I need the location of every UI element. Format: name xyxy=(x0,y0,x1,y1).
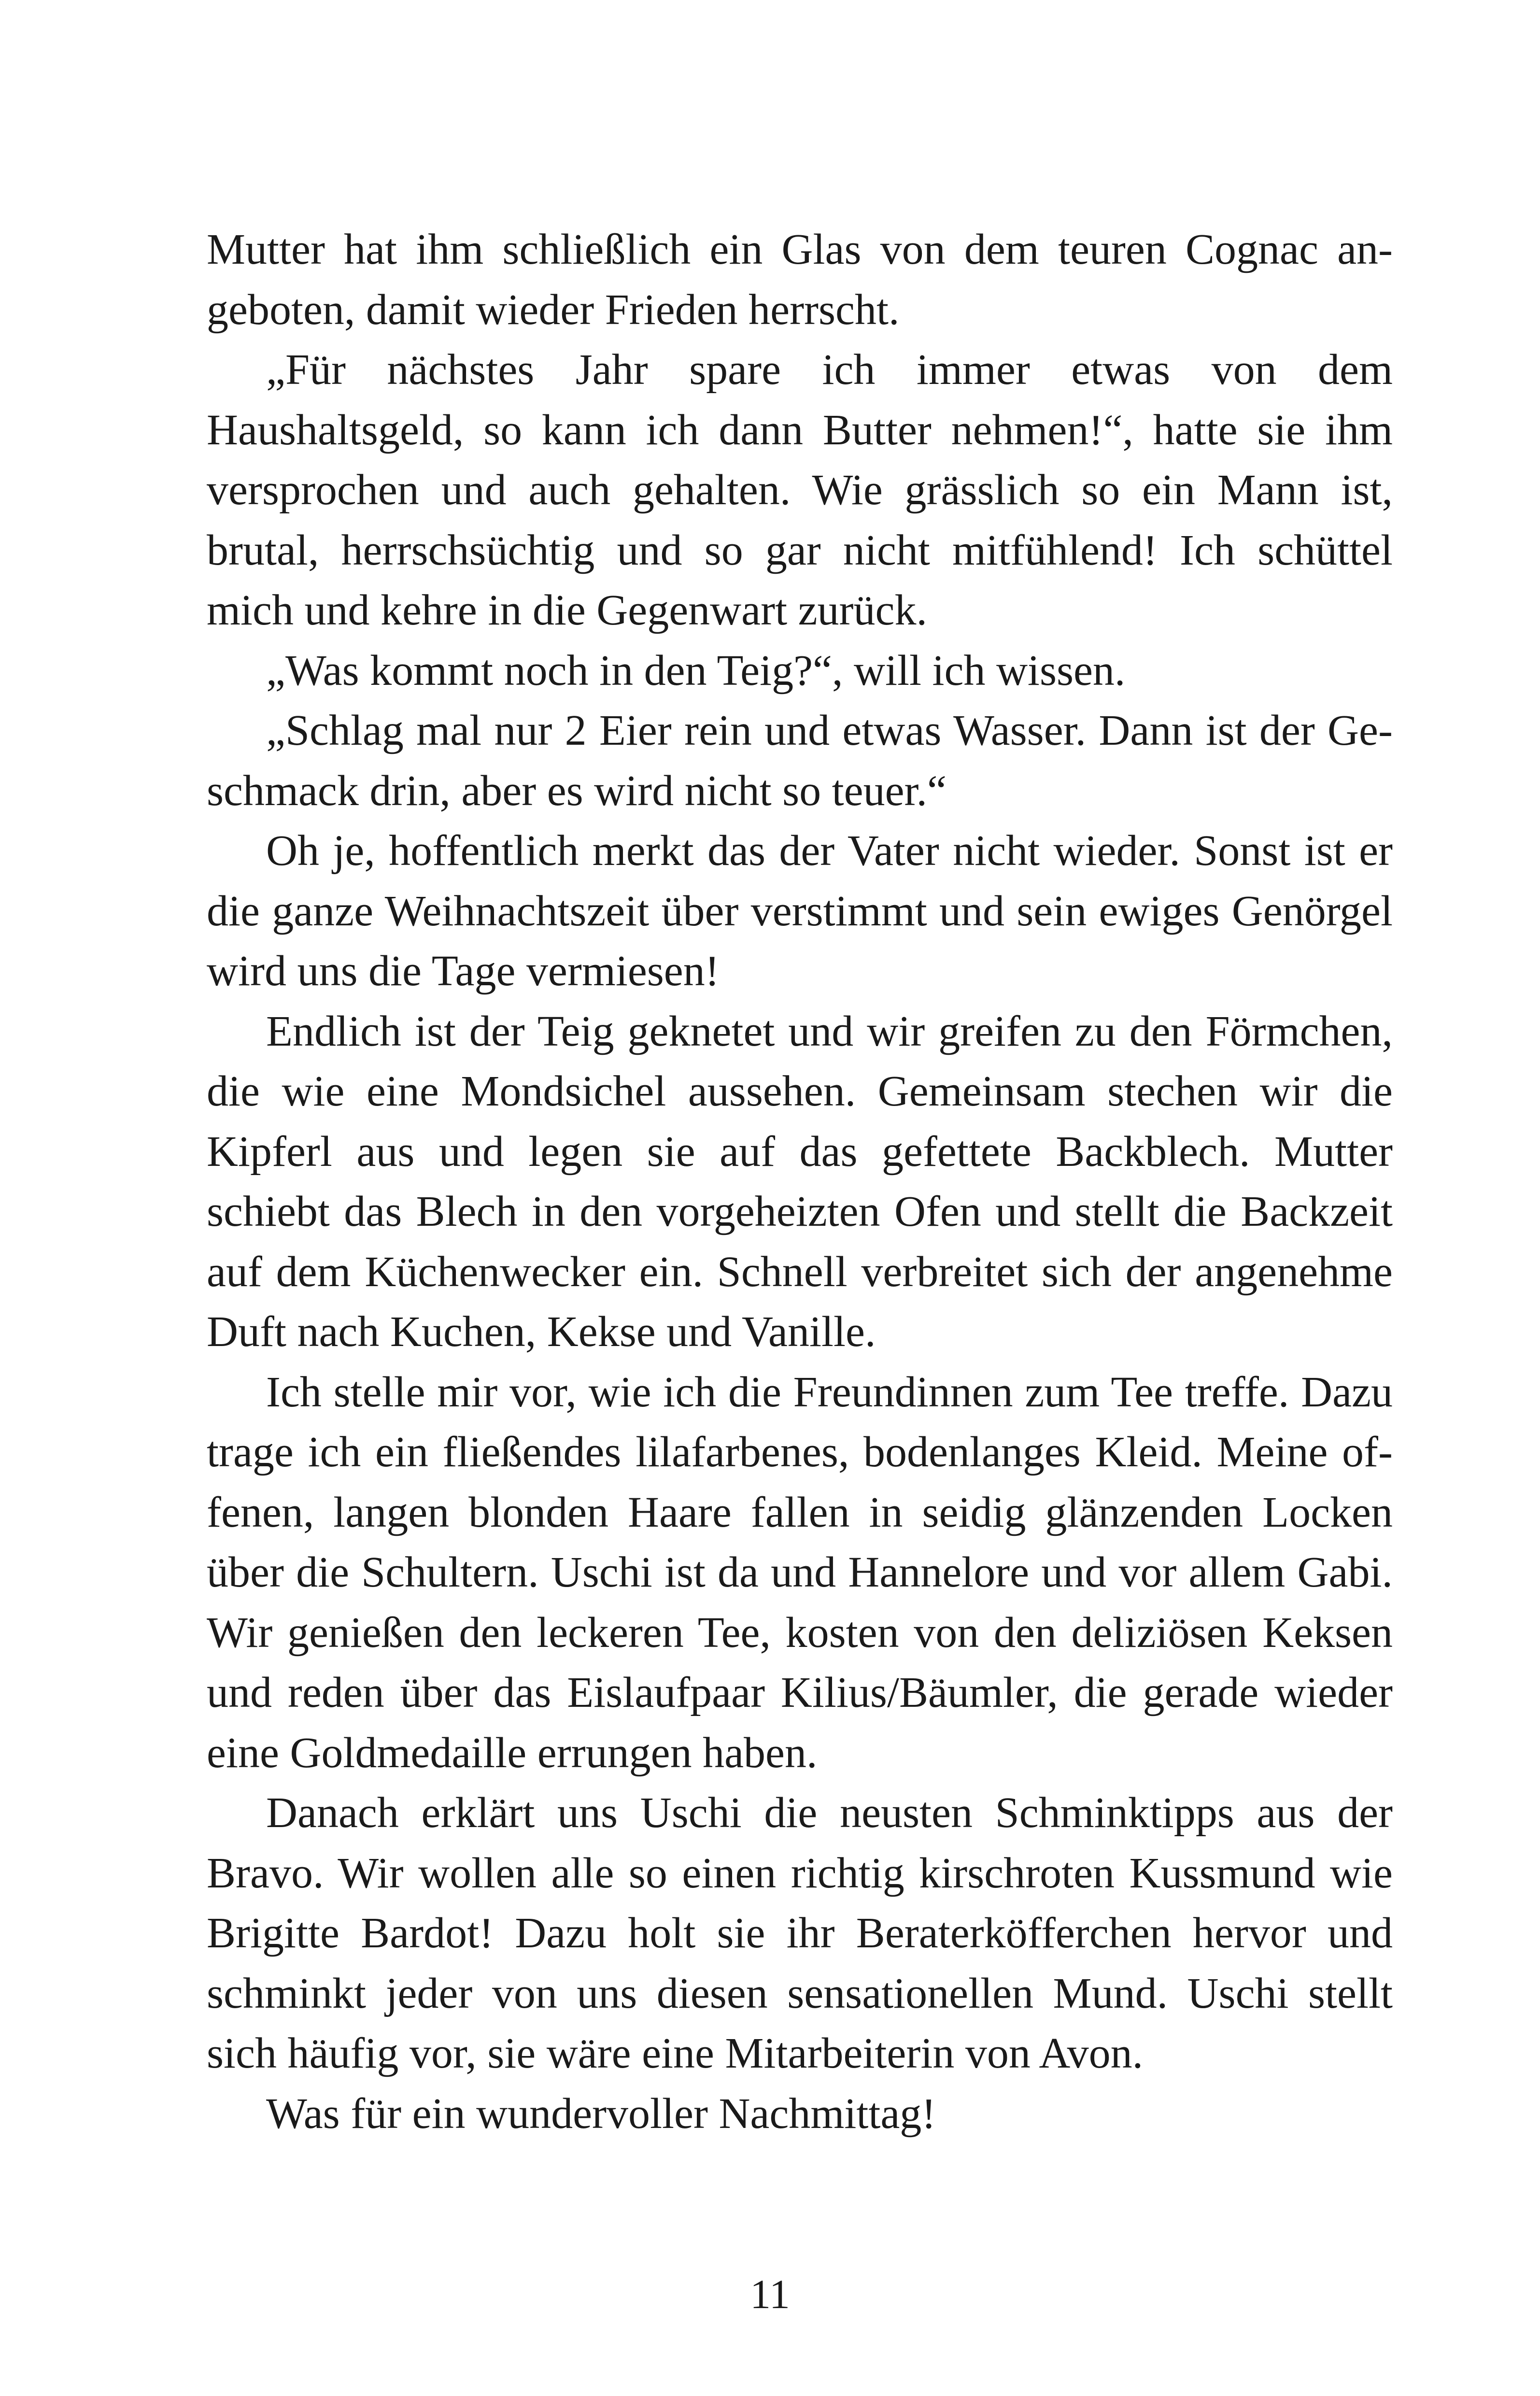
paragraph: „Schlag mal nur 2 Eier rein und etwas Wasser. Dann ist der Geschmack drin, aber es wird nicht so teuer.“ xyxy=(207,707,1393,815)
paragraph: Mutter hat ihm schließlich ein Glas von dem teuren Cognac angeboten, damit wieder Frieden herrscht. xyxy=(207,226,1393,334)
paragraph: Ich stelle mir vor, wie ich die Freundinnen zum Tee treffe. Dazu trage ich ein fließendes lilafarbenes, bodenlanges Kleid. Meine offenen, langen blonden Haare fallen in seidig glänzenden Locken über die Schultern. Uschi ist da und Hannelore und vor allem Gabi. Wir genießen den leckeren Tee, kosten von den deliziösen Keksen und reden über das Eislaufpaar Kilius/Bäumler, die gerade wieder eine Goldmedaille errungen haben. xyxy=(207,1368,1393,1777)
paragraph: „Was kommt noch in den Teig?“, will ich wissen. xyxy=(266,646,1126,695)
paragraph: „Für nächstes Jahr spare ich immer etwas von dem Haushaltsgeld, so kann ich dann Butter nehmen!“, hatte sie ihm versprochen und auch gehalten. Wie grässlich so ein Mann ist, brutal, herrschsüchtig und so gar nicht mitfühlend! Ich schüttel mich und kehre in die Gegenwart zurück. xyxy=(207,346,1393,634)
paragraph: Was für ein wundervoller Nachmittag! xyxy=(266,2089,936,2138)
paragraph: Danach erklärt uns Uschi die neusten Schminktipps aus der Bravo. Wir wollen alle so einen richtig kirschroten Kussmund wie Brigitte Bardot! Dazu holt sie ihr Beraterköfferchen hervor und schminkt jeder von uns diesen sensationellen Mund. Uschi stellt sich häufig vor, sie wäre eine Mitarbeiterin von Avon. xyxy=(207,1789,1393,2077)
page-number: 11 xyxy=(750,2271,790,2317)
paragraph: Oh je, hoffentlich merkt das der Vater nicht wieder. Sonst ist er die ganze Weihnachtszeit über verstimmt und sein ewiges Genörgel wird uns die Tage vermiesen! xyxy=(207,827,1393,995)
paragraph: Endlich ist der Teig geknetet und wir greifen zu den Förmchen, die wie eine Mondsichel aussehen. Gemeinsam stechen wir die Kipferl aus und legen sie auf das gefettete Backblech. Mutter schiebt das Blech in den vorgeheizten Ofen und stellt die Backzeit auf dem Küchenwecker ein. Schnell verbreitet sich der angenehme Duft nach Kuchen, Kekse und Vanille. xyxy=(207,1007,1393,1356)
body-text xyxy=(207,220,1393,2144)
